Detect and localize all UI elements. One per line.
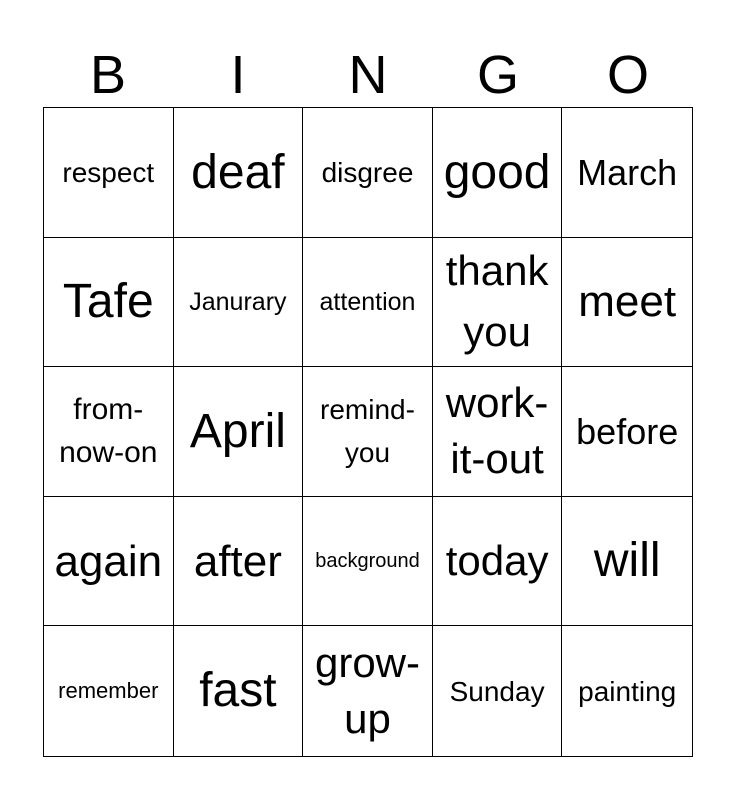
cell-word: disgree [321, 156, 414, 188]
cell-word: thank you [445, 247, 549, 355]
cell-word: deaf [191, 145, 285, 199]
cell-word: grow-up [314, 638, 420, 743]
bingo-cell[interactable] [303, 497, 433, 627]
cell-word: today [445, 536, 549, 584]
bingo-cell[interactable] [44, 497, 174, 627]
bingo-cell[interactable] [562, 108, 692, 238]
header-letter-o: O [606, 45, 649, 105]
bingo-cell[interactable] [44, 238, 174, 368]
cell-word: remember [58, 677, 159, 703]
cell-word: painting [578, 675, 677, 707]
cell-word: will [593, 534, 661, 588]
bingo-cell[interactable] [174, 626, 304, 756]
bingo-cell[interactable] [303, 108, 433, 238]
cell-word: after [193, 536, 282, 586]
bingo-cell[interactable] [433, 497, 563, 627]
bingo-cell[interactable] [174, 108, 304, 238]
cell-word: good [443, 145, 551, 199]
bingo-cell[interactable] [433, 108, 563, 238]
bingo-cell[interactable] [44, 626, 174, 756]
bingo-cell[interactable] [44, 108, 174, 238]
cell-word: before [576, 410, 679, 452]
bingo-cell[interactable] [44, 367, 174, 497]
cell-word: meet [578, 277, 677, 327]
cell-word: remind-you [320, 394, 415, 469]
bingo-cell[interactable] [303, 238, 433, 368]
bingo-cell[interactable] [303, 626, 433, 756]
cell-word: Tafe [62, 275, 154, 329]
cell-word: background [315, 549, 420, 572]
bingo-cell[interactable] [174, 367, 304, 497]
bingo-cell[interactable] [433, 367, 563, 497]
cell-word: Janurary [189, 287, 287, 316]
header-letter-i: I [230, 45, 246, 105]
bingo-cell[interactable] [562, 626, 692, 756]
bingo-header [43, 44, 693, 106]
bingo-board [43, 107, 693, 757]
bingo-cell[interactable] [433, 238, 563, 368]
cell-word: from-now-on [59, 392, 158, 470]
cell-word: March [577, 151, 678, 193]
cell-word: respect [62, 156, 155, 188]
bingo-cell[interactable] [562, 367, 692, 497]
cell-word: Sunday [449, 675, 545, 707]
cell-word: work-it-out [445, 378, 549, 483]
header-letter-g: G [476, 45, 519, 105]
bingo-cell[interactable] [433, 626, 563, 756]
bingo-cell[interactable] [174, 238, 304, 368]
bingo-cell[interactable] [174, 497, 304, 627]
cell-word: fast [199, 664, 277, 718]
bingo-cell[interactable] [562, 238, 692, 368]
bingo-cell[interactable] [562, 497, 692, 627]
header-letter-n: N [348, 45, 388, 105]
cell-word: April [189, 404, 286, 458]
header-letter-b: B [89, 45, 127, 105]
bingo-cell[interactable] [303, 367, 433, 497]
cell-word: attention [319, 287, 416, 316]
cell-word: again [54, 536, 163, 586]
